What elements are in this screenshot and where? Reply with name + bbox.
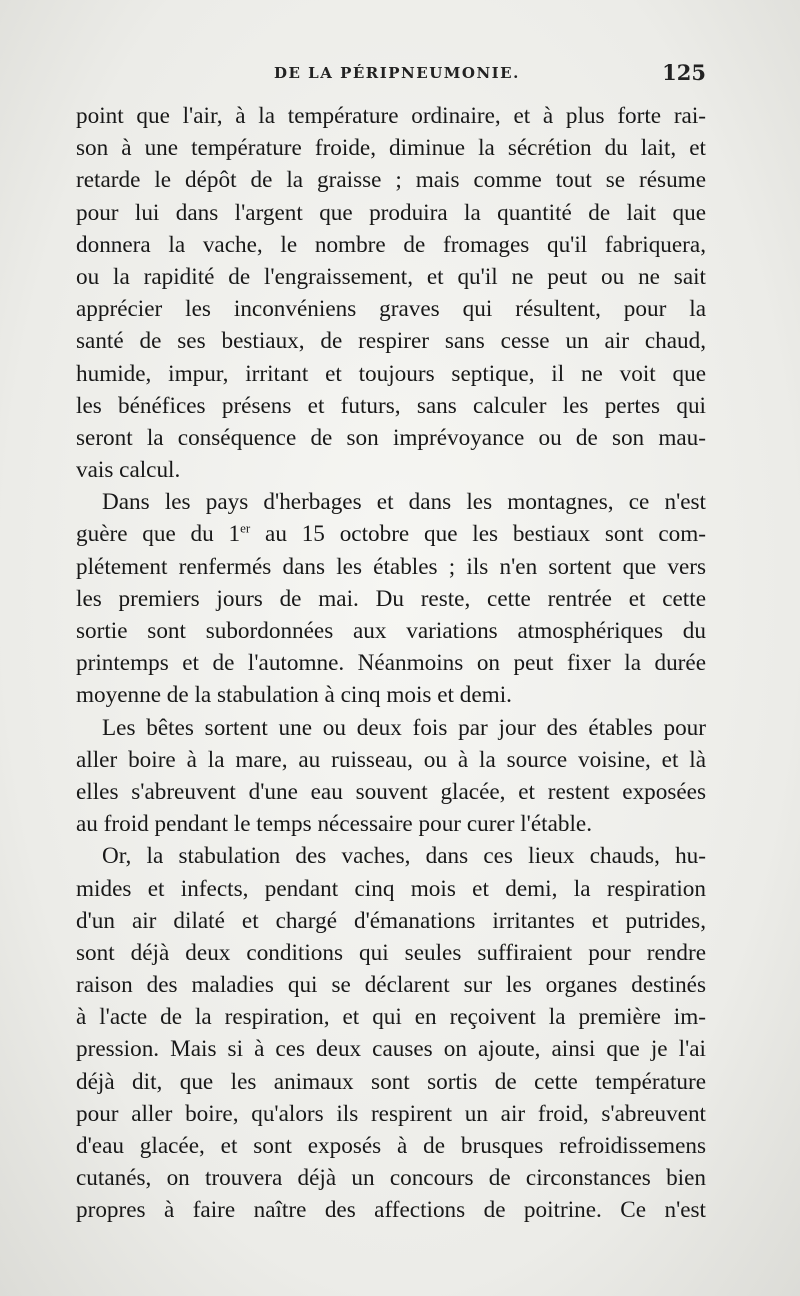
text-line: propres à faire naître des affections de poitrine. Ce n'est	[76, 1197, 706, 1224]
body-text	[76, 100, 706, 1227]
text-line: les bénéfices présens et futurs, sans calculer les pertes qui	[76, 392, 706, 419]
text-line: cutanés, on trouvera déjà un concours de circonstances bien	[76, 1165, 706, 1192]
text-line: son à une température froide, diminue la sécrétion du lait, et	[76, 135, 706, 162]
text-line: aller boire à la mare, au ruisseau, ou à la source voisine, et là	[76, 746, 706, 773]
text-line: ou la rapidité de l'engraissement, et qu'il ne peut ou ne sait	[76, 263, 706, 290]
text-line: plétement renfermés dans les étables ; ils n'en sortent que vers	[76, 553, 706, 580]
text-line: mides et infects, pendant cinq mois et demi, la respiration	[76, 875, 706, 902]
text-line: pour aller boire, qu'alors ils respirent un air froid, s'abreuvent	[76, 1100, 706, 1127]
text-line: d'eau glacée, et sont exposés à de brusques refroidissemens	[76, 1133, 706, 1159]
text-line: santé de ses bestiaux, de respirer sans cesse un air chaud,	[76, 328, 706, 355]
text-line: sont déjà deux conditions qui seules suffiraient pour rendre	[76, 939, 706, 966]
text-line: point que l'air, à la température ordinaire, et à plus forte rai-	[76, 103, 706, 129]
text-line: seront la conséquence de son imprévoyance ou de son mau-	[76, 424, 706, 451]
text-line: Or, la stabulation des vaches, dans ces lieux chauds, hu-	[102, 843, 706, 870]
text-line: moyenne de la stabulation à cinq mois et demi.	[76, 682, 512, 709]
text-line: pression. Mais si à ces deux causes on ajoute, ainsi que je l'ai	[76, 1036, 706, 1063]
text-line: humide, impur, irritant et toujours septique, il ne voit que	[76, 360, 706, 387]
paragraph-4	[76, 840, 706, 1226]
page-number: 125	[662, 60, 706, 85]
paragraph-1	[76, 100, 706, 486]
text-line: Dans les pays d'herbages et dans les montagnes, ce n'est	[102, 489, 706, 516]
text-line: guère que du 1er au 15 octobre que les bestiaux sont com-	[76, 520, 706, 548]
text-line: raison des maladies qui se déclarent sur les organes destinés	[76, 972, 706, 999]
text-line: elles s'abreuvent d'une eau souvent glacée, et restent exposées	[76, 778, 706, 805]
text-line: pour lui dans l'argent que produira la quantité de lait que	[76, 199, 706, 226]
text-line: vais calcul.	[76, 457, 181, 484]
text-line: les premiers jours de mai. Du reste, cette rentrée et cette	[76, 585, 706, 612]
paragraph-2	[76, 486, 706, 711]
text-line: au froid pendant le temps nécessaire pour curer l'étable.	[76, 811, 593, 838]
text-line: Les bêtes sortent une ou deux fois par jour des étables pour	[102, 714, 706, 741]
paragraph-3	[76, 712, 706, 841]
text-line: printemps et de l'automne. Néanmoins on peut fixer la durée	[76, 650, 706, 677]
text-line: d'un air dilaté et chargé d'émanations irritantes et putrides,	[76, 907, 706, 934]
text-line: donnera la vache, le nombre de fromages qu'il fabriquera,	[76, 231, 706, 258]
text-line: sortie sont subordonnées aux variations atmosphériques du	[76, 618, 706, 644]
text-line: déjà dit, que les animaux sont sortis de cette température	[76, 1068, 706, 1095]
running-head: DE LA PÉRIPNEUMONIE.	[274, 64, 520, 82]
text-line: apprécier les inconvéniens graves qui résultent, pour la	[76, 296, 706, 323]
text-line: à l'acte de la respiration, et qui en reçoivent la première im-	[76, 1004, 706, 1031]
text-line: retarde le dépôt de la graisse ; mais comme tout se résume	[76, 167, 706, 194]
page-header	[76, 60, 706, 90]
